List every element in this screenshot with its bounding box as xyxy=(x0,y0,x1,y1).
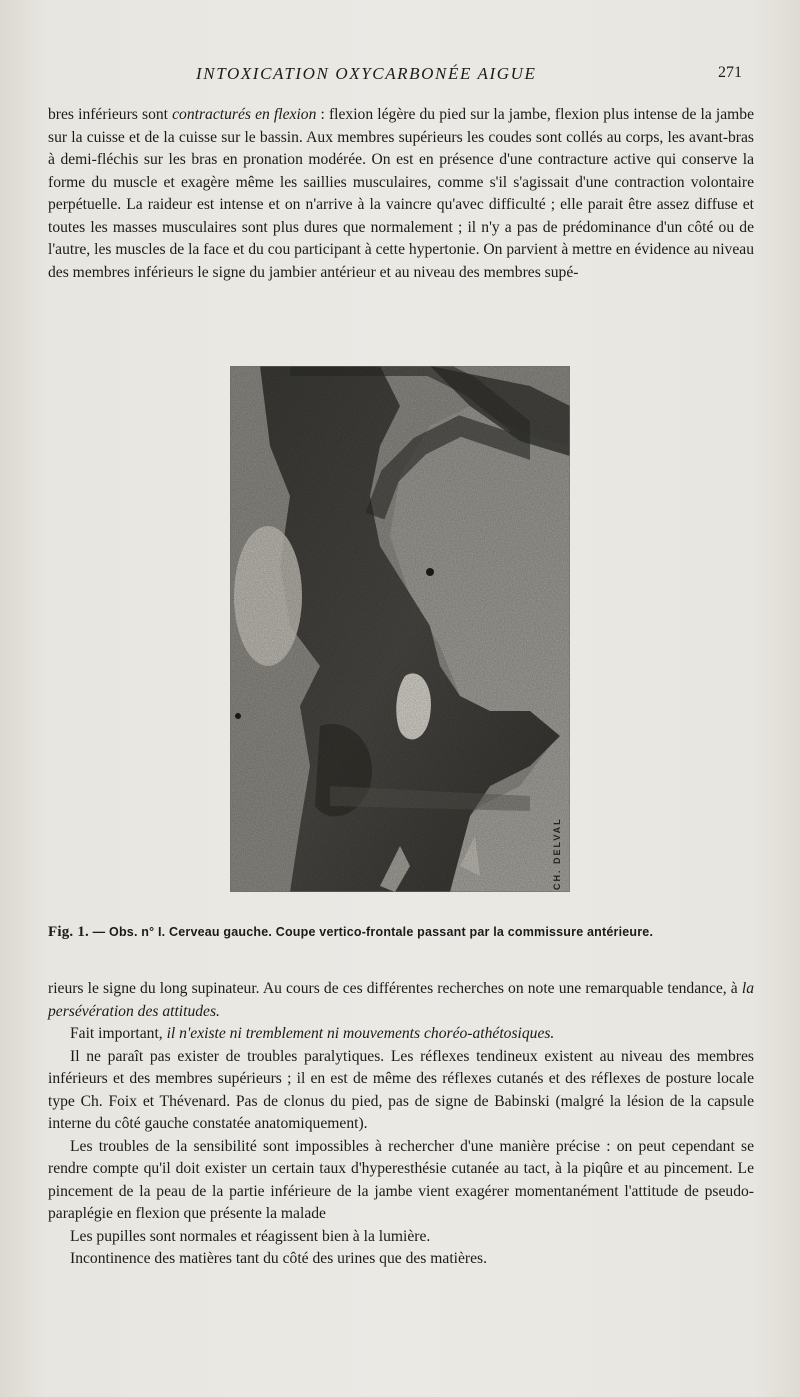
text-run: bres inférieurs sont xyxy=(48,106,173,123)
text-run: Incontinence des matières tant du côté des urines que des matières. xyxy=(70,1250,487,1267)
top-paragraph xyxy=(48,104,754,284)
bottom-paragraphs xyxy=(48,978,754,1271)
caption-label: Fig. 1. xyxy=(48,924,89,940)
text-run: Il ne paraît pas exister de troubles paralytiques. Les réflexes tendineux existent au niveau des membres inférieurs et des membres supérieurs ; il en est de même des réflexes cutanés et des réflexes de posture locale type Ch. Foix et Thévenard. Pas de clonus du pied, pas de signe de Babinski (malgré la lésion de la capsule interne du côté gauche constatée anatomiquement). xyxy=(48,1047,754,1132)
text-run: Les troubles de la sensibilité sont impossibles à rechercher d'une manière précise : on peut cependant se rendre compte qu'il doit exister un certain taux d'hyperesthésie cutanée au tact, à la piqûre et au pincement. Le pincement de la peau de la partie inférieure de la jambe vient exagérer momentanément l'attitude de pseudo-paraplégie en flexion que présente la malade xyxy=(48,1137,754,1222)
text-run: Fait important, xyxy=(70,1025,167,1042)
brain-section-image xyxy=(230,366,570,892)
paragraph xyxy=(48,978,754,1023)
paragraph xyxy=(48,1226,754,1249)
brain-section-photograph xyxy=(230,366,570,892)
text-run: : flexion légère du pied sur la jambe, flexion plus intense de la jambe sur la cuisse et de la cuisse sur le bassin. Aux membres supérieurs les coudes sont collés au corps, les avant-bras à demi-fléchis sur les bras en pronation modérée. On est en présence d'une contracture active qui conserve la forme du muscle et exagère même les saillies musculaires, comme s'il s'agissait d'une contraction volontaire perpétuelle. La raideur est intense et on n'arrive à la vaincre qu'avec difficulté ; elle parait être assez diffuse et toutes les masses musculaires sont plus dures que normalement ; il n'y a pas de prédominance d'un côté ou de l'autre, les muscles de la face et du cou participant à cette hypertonie. On parvient à mettre en évidence au niveau des membres inférieurs le signe du jambier antérieur et au niveau des membres supé- xyxy=(48,106,754,281)
text-run: rieurs le signe du long supinateur. Au cours de ces différentes recherches on note une remarquable tendance, à xyxy=(48,980,742,997)
running-head xyxy=(0,62,800,88)
page-number: 271 xyxy=(718,64,742,81)
paragraph xyxy=(48,1136,754,1226)
text-run: Les pupilles sont normales et réagissent bien à la lumière. xyxy=(70,1227,431,1245)
paragraph xyxy=(48,1248,754,1271)
italic-text: la persévération des attitudes. xyxy=(48,980,754,1020)
paragraph xyxy=(48,1046,754,1136)
paragraph xyxy=(48,104,754,284)
italic-text: contracturés en flexion xyxy=(172,106,317,123)
caption-text: — Obs. n° I. Cerveau gauche. Coupe vertico-frontale passant par la commissure antérieure. xyxy=(92,925,654,939)
paragraph xyxy=(48,1023,754,1046)
running-title: INTOXICATION OXYCARBONÉE AIGUE xyxy=(196,64,537,83)
photo-grain xyxy=(230,366,570,892)
figure-credit: CH. DELVAL xyxy=(552,817,562,890)
figure-caption xyxy=(48,924,754,941)
italic-text: il n'existe ni tremblement ni mouvements choréo-athétosiques. xyxy=(166,1025,555,1042)
